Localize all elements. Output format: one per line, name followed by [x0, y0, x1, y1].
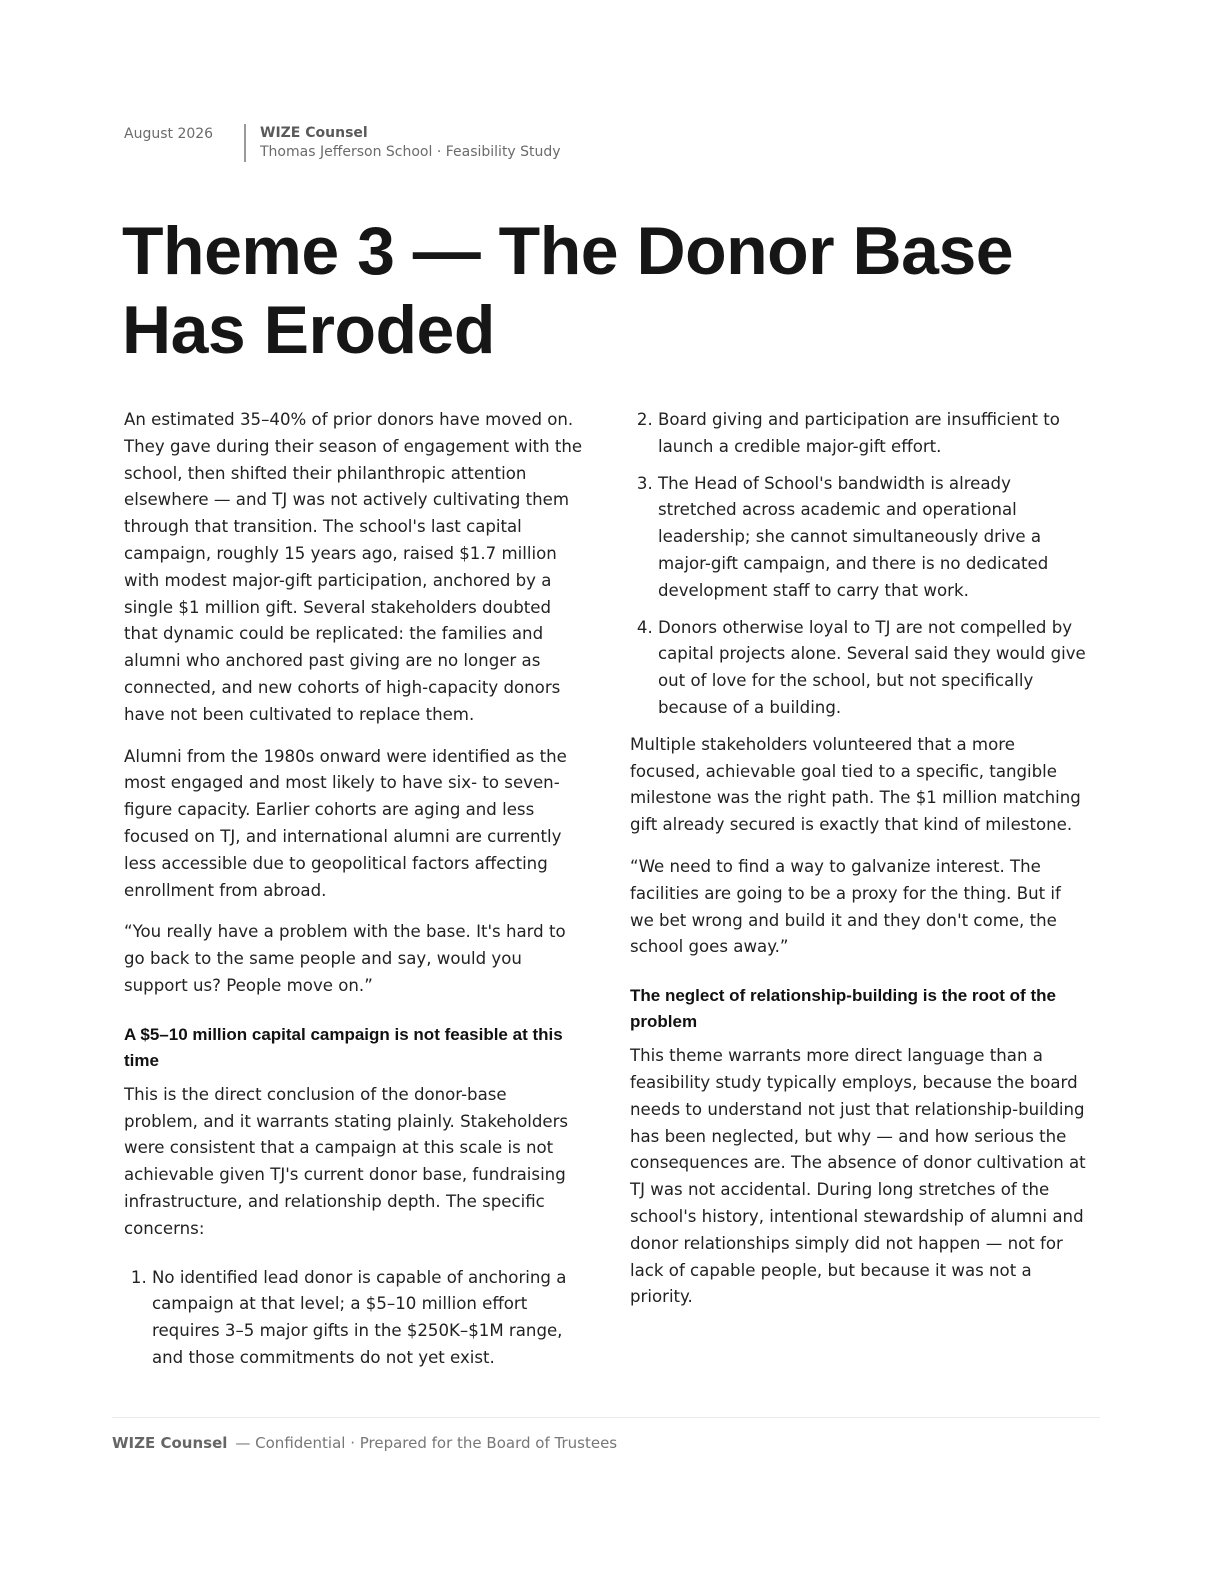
paragraph: Alumni from the 1980s onward were identified as the most engaged and most likely to have six- to seven-figure capacity. Earlier cohorts are aging and less focused on TJ, and international alumni are currently less accessible due to geopolitical factors affecting enrollment from abroad. [124, 746, 567, 900]
concerns-list [124, 1265, 584, 1372]
right-column [630, 407, 1088, 1326]
report-subtitle: Thomas Jefferson School · Feasibility Study [260, 144, 561, 160]
left-column [124, 407, 584, 1382]
paragraph: This theme warrants more direct language than a feasibility study typically employs, because the board needs to understand not just that relationship-building has been neglected, but why — and how serious the consequences are. The absence of donor cultivation at TJ was not accidental. During long stretches of the school's history, intentional stewardship of alumni and donor relationships simply did not happen — not for lack of capable people, but because it was not a priority. [630, 1046, 1086, 1307]
section-heading: The neglect of relationship-building is the root of the problem [630, 986, 1056, 1032]
list-item: 4. Donors otherwise loyal to TJ are not compelled by capital projects alone. Several said they would give out of love for the school, but not specifically because of a building. [658, 615, 1088, 722]
report-date: August 2026 [124, 126, 214, 142]
firm-name: WIZE Counsel [260, 125, 368, 141]
paragraph: An estimated 35–40% of prior donors have moved on. They gave during their season of engagement with the school, then shifted their philanthropic attention elsewhere — and TJ was not actively cultivating them through that transition. The school's last capital campaign, roughly 15 years ago, raised $1.7 million with modest major-gift participation, anchored by a single $1 million gift. Several stakeholders doubted that dynamic could be replicated: the families and alumni who anchored past giving are no longer as connected, and new cohorts of high-capacity donors have not been cultivated to replace them. [124, 410, 583, 724]
section-heading: A $5–10 million capital campaign is not feasible at this time [124, 1024, 563, 1070]
footer-text: — Confidential · Prepared for the Board of Trustees [235, 1434, 618, 1452]
pull-quote: “We need to find a way to galvanize interest. The facilities are going to be a proxy for the thing. But if we bet wrong and build it and they don't come, the school goes away.” [630, 856, 1061, 957]
concerns-list-continued [630, 407, 1088, 722]
page-title: Theme 3 — The Donor Base Has Eroded [122, 213, 1014, 368]
footer-firm: WIZE Counsel [112, 1434, 228, 1452]
header-brand [244, 124, 561, 162]
paragraph: This is the direct conclusion of the donor-base problem, and it warrants stating plainly. Stakeholders were consistent that a campaign at this scale is not achievable given TJ's current donor base, fundraising infrastructure, and relationship depth. The specific concerns: [124, 1084, 569, 1238]
paragraph: Multiple stakeholders volunteered that a more focused, achievable goal tied to a specific, tangible milestone was the right path. The $1 million matching gift already secured is exactly that kind of milestone. [630, 734, 1081, 835]
page-footer [112, 1433, 617, 1453]
list-item: 1. No identified lead donor is capable of anchoring a campaign at that level; a $5–10 million effort requires 3–5 major gifts in the $250K–$1M range, and those commitments do not yet exist. [152, 1265, 584, 1372]
document-header [124, 124, 561, 162]
pull-quote: “You really have a problem with the base. It's hard to go back to the same people and say, would you support us? People move on.” [124, 922, 566, 995]
list-item: 3. The Head of School's bandwidth is already stretched across academic and operational leadership; she cannot simultaneously drive a major-gift campaign, and there is no dedicated development staff to carry that work. [658, 471, 1088, 605]
footer-divider [112, 1417, 1100, 1418]
list-item: 2. Board giving and participation are insufficient to launch a credible major-gift effort. [658, 407, 1088, 461]
